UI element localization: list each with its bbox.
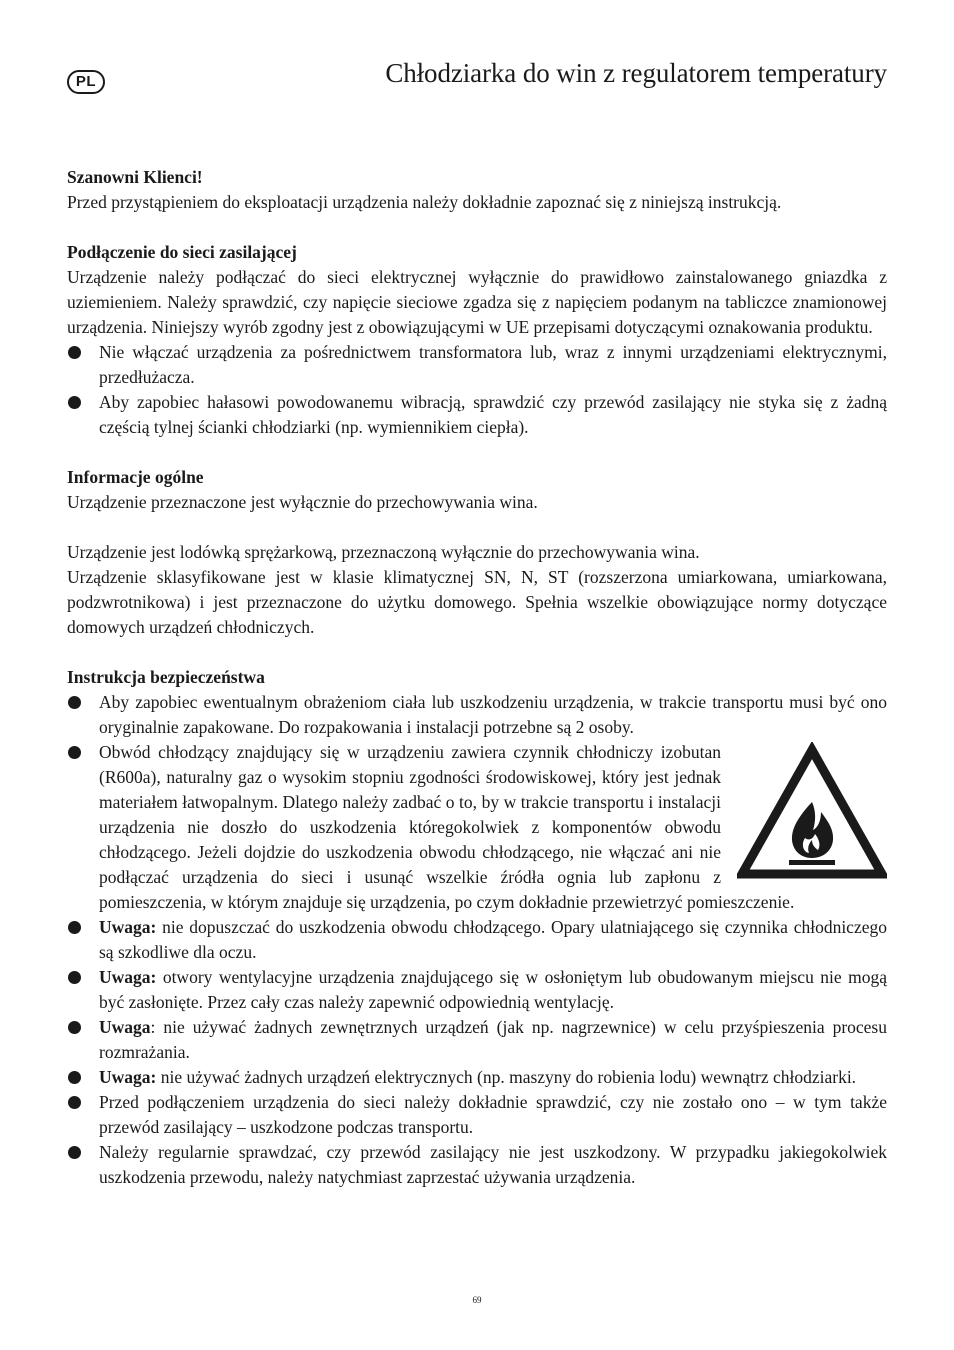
spacer xyxy=(67,515,887,540)
list-item: Aby zapobiec ewentualnym obrażeniom ciała lub uszkodzeniu urządzenia, w trakcie transportu musi być ono oryginalnie zapakowane. Do rozpakowania i instalacji potrzebne są 2 osoby. xyxy=(67,690,887,740)
list-item: Należy regularnie sprawdzać, czy przewód zasilający nie jest uszkodzony. W przypadku jakiegokolwiek uszkodzenia przewodu, należy natychmiast zaprzestać używania urządzenia. xyxy=(67,1140,887,1190)
flammable-warning-icon xyxy=(737,742,887,882)
safety-heading: Instrukcja bezpieczeństwa xyxy=(67,667,265,687)
general-text-1: Urządzenie przeznaczone jest wyłącznie do przechowywania wina. xyxy=(67,492,538,512)
list-item xyxy=(67,915,887,965)
list-item: Przed podłączeniem urządzenia do sieci należy dokładnie sprawdzić, czy nie zostało ono – w tym także przewód zasilający – uszkodzone podczas transportu. xyxy=(67,1090,887,1140)
list-item: Nie włączać urządzenia za pośrednictwem transformatora lub, wraz z innymi urządzeniami elektrycznymi, przedłużacza. xyxy=(67,340,887,390)
note-text: nie dopuszczać do uszkodzenia obwodu chłodzącego. Opary ulatniającego się czynnika chłodniczego są szkodliwe dla oczu. xyxy=(99,917,887,962)
spacer xyxy=(67,440,887,465)
document-body xyxy=(67,165,887,1190)
note-label: Uwaga xyxy=(99,1017,151,1037)
note-label: Uwaga: xyxy=(99,1067,157,1087)
list-item xyxy=(67,965,887,1015)
list-item: Aby zapobiec hałasowi powodowanemu wibracją, sprawdzić czy przewód zasilający nie styka się z żadną częścią tylnej ścianki chłodziarki (np. wymiennikiem ciepła). xyxy=(67,390,887,440)
general-heading: Informacje ogólne xyxy=(67,467,204,487)
page-number: 69 xyxy=(472,1295,482,1305)
intro-text: Przed przystąpieniem do eksploatacji urządzenia należy dokładnie zapoznać się z niniejszą instrukcją. xyxy=(67,192,782,212)
note-text: : nie używać żadnych zewnętrznych urządzeń (jak np. nagrzewnice) w celu przyśpieszenia procesu rozmrażania. xyxy=(99,1017,887,1062)
list-item xyxy=(67,1065,887,1090)
spacer xyxy=(67,215,887,240)
list-item xyxy=(67,1015,887,1065)
general-text-3: Urządzenie sklasyfikowane jest w klasie klimatycznej SN, N, ST (rozszerzona umiarkowana, umiarkowana, podzwrotnikowa) i jest przeznaczone do użytku domowego. Spełnia wszelkie obowiązujące normy dotyczące domowych urządzeń chłodniczych. xyxy=(67,567,887,637)
note-text: otwory wentylacyjne urządzenia znajdującego się w osłoniętym lub obudowanym miejscu nie mogą być zasłonięte. Przez cały czas należy zapewnić odpowiednią wentylację. xyxy=(99,967,887,1012)
refrigerant-text: Obwód chłodzący znajdujący się w urządzeniu zawiera czynnik chłodniczy izobutan (R600a), naturalny gaz o wysokim stopniu zgodności środowiskowej, który jest jednak materiałem łatwopalnym. Dlatego należy zadbać o to, by w trakcie transportu i instalacji urządzenia nie doszło do uszkodzenia któregokolwiek z komponentów obwodu chłodzącego. Jeżeli dojdzie do uszkodzenia obwodu chłodzącego, nie włączać ani nie podłączać urządzenia do sieci i usunąć wszelkie źródła ognia lub zapłonu z pomieszczenia, w którym znajduje się urządzenia, po czym dokładnie przewietrzyć pomieszczenie. xyxy=(99,742,795,912)
list-item-refrigerant xyxy=(67,740,887,915)
power-bullet-list xyxy=(67,340,887,440)
power-text: Urządzenie należy podłączać do sieci elektrycznej wyłącznie do prawidłowo zainstalowanego gniazdka z uziemieniem. Należy sprawdzić, czy napięcie sieciowe zgadza się z napięciem podanym na tabliczce znamionowej urządzenia. Niniejszy wyrób zgodny jest z obowiązującymi w UE przepisami dotyczącymi oznakowania produktu. xyxy=(67,267,887,337)
power-heading: Podłączenie do sieci zasilającej xyxy=(67,242,297,262)
intro-heading: Szanowni Klienci! xyxy=(67,167,203,187)
note-label: Uwaga: xyxy=(99,967,157,987)
page-title: Chłodziarka do win z regulatorem temperatury xyxy=(385,58,887,88)
note-label: Uwaga: xyxy=(99,917,157,937)
general-text-2: Urządzenie jest lodówką sprężarkową, przeznaczoną wyłącznie do przechowywania wina. xyxy=(67,542,700,562)
safety-bullet-list xyxy=(67,690,887,1190)
spacer xyxy=(67,640,887,665)
language-badge: PL xyxy=(67,70,105,94)
note-text: nie używać żadnych urządzeń elektrycznych (np. maszyny do robienia lodu) wewnątrz chłodziarki. xyxy=(156,1067,857,1087)
